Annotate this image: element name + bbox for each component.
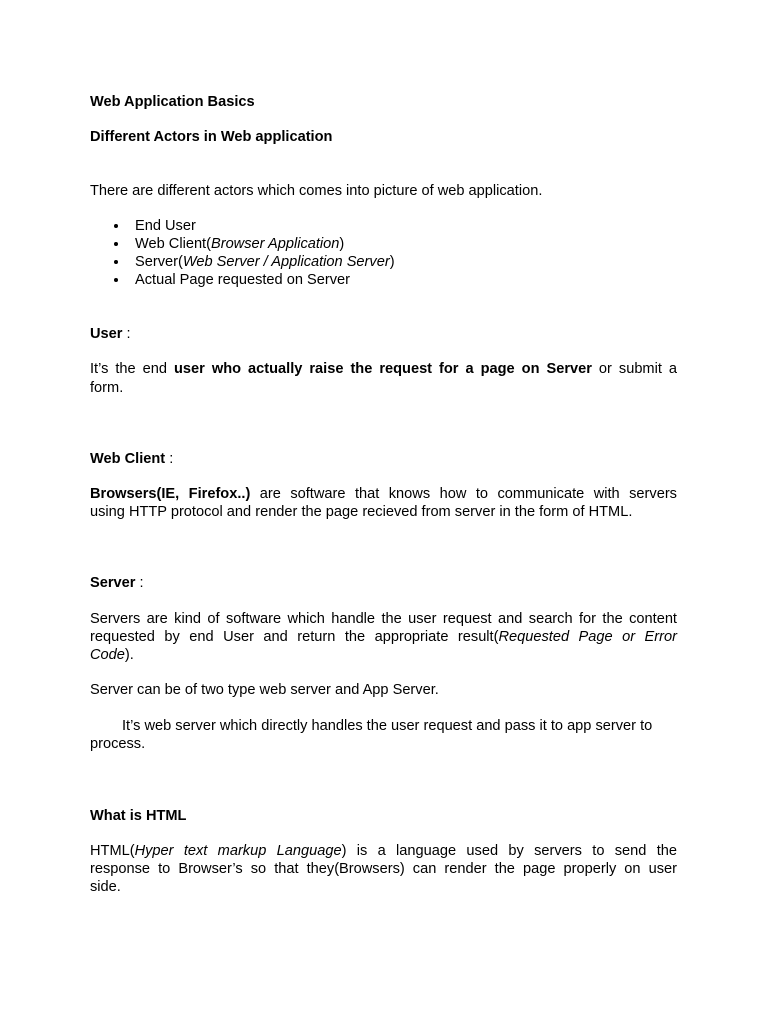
list-item [90, 217, 395, 235]
user-paragraph-line1 [90, 360, 677, 378]
html-paragraph-line2: response to Browser’s so that they(Browsers) can render the page properly on user [90, 861, 677, 877]
heading-colon: : [122, 326, 131, 342]
heading-text: Server [90, 575, 136, 591]
intro-paragraph: There are different actors which comes into picture of web application. [90, 183, 543, 199]
text-run: It’s the end [90, 361, 175, 377]
html-paragraph-line1 [90, 842, 677, 860]
list-item-text: Actual Page requested on Server [135, 272, 350, 288]
bullet-icon [114, 260, 118, 264]
web-server-paragraph-line2: process. [90, 736, 146, 752]
heading-text: What is HTML [90, 808, 187, 824]
list-item [90, 271, 395, 289]
subtitle-text: Different Actors in Web application [90, 129, 333, 145]
bullet-icon [114, 224, 118, 228]
bullet-icon [114, 242, 118, 246]
italic-run: Code [90, 647, 125, 663]
bold-run: Browsers(IE, Firefox..) [90, 486, 251, 502]
italic-run: Requested Page or Error [498, 629, 677, 645]
server-paragraph-line1: Servers are kind of software which handle the user request and search for the content [90, 611, 677, 627]
text-run: requested by end User and return the appropriate result( [90, 629, 499, 645]
actors-list [90, 217, 395, 289]
section-heading-server [90, 574, 678, 592]
bullet-icon [114, 278, 118, 282]
section-heading-user [90, 325, 678, 343]
italic-run: Hyper text markup Language [134, 843, 342, 859]
html-paragraph-line3: side. [90, 879, 121, 895]
list-item-text: Web Client( [135, 236, 211, 252]
web-client-paragraph-line2: using HTTP protocol and render the page recieved from server in the form of HTML. [90, 504, 633, 520]
text-run: or submit a [591, 361, 678, 377]
list-item-italic: Web Server / Application Server [182, 254, 390, 270]
heading-text: User [90, 326, 123, 342]
list-item [90, 235, 395, 253]
section-heading-web-client [90, 450, 678, 468]
list-item [90, 253, 395, 271]
heading-text: Web Client [90, 451, 166, 467]
section-heading-actors [90, 128, 678, 146]
list-item-text: Server( [135, 254, 183, 270]
server-paragraph-line3 [90, 646, 678, 664]
server-types-paragraph: Server can be of two type web server and App Server. [90, 682, 439, 698]
list-item-text: End User [135, 218, 196, 234]
text-run: ). [124, 647, 134, 663]
heading-colon: : [135, 575, 144, 591]
user-paragraph-line2: form. [90, 380, 124, 396]
list-item-italic: Browser Application [210, 236, 340, 252]
text-run: ) is a language used by servers to send the [341, 843, 677, 859]
document-title [90, 93, 678, 111]
title-text: Web Application Basics [90, 94, 255, 110]
web-server-paragraph-line1: It’s web server which directly handles the user request and pass it to app server to [122, 718, 653, 734]
web-client-paragraph-line1 [90, 485, 677, 503]
list-item-after: ) [339, 236, 345, 252]
text-run: are software that knows how to communicate with servers [250, 486, 677, 502]
section-heading-html [90, 807, 678, 825]
server-paragraph-line2 [90, 628, 677, 646]
bold-run: user who actually raise the request for a page on Server [174, 361, 592, 377]
list-item-after: ) [389, 254, 395, 270]
heading-colon: : [165, 451, 174, 467]
text-run: HTML( [90, 843, 135, 859]
